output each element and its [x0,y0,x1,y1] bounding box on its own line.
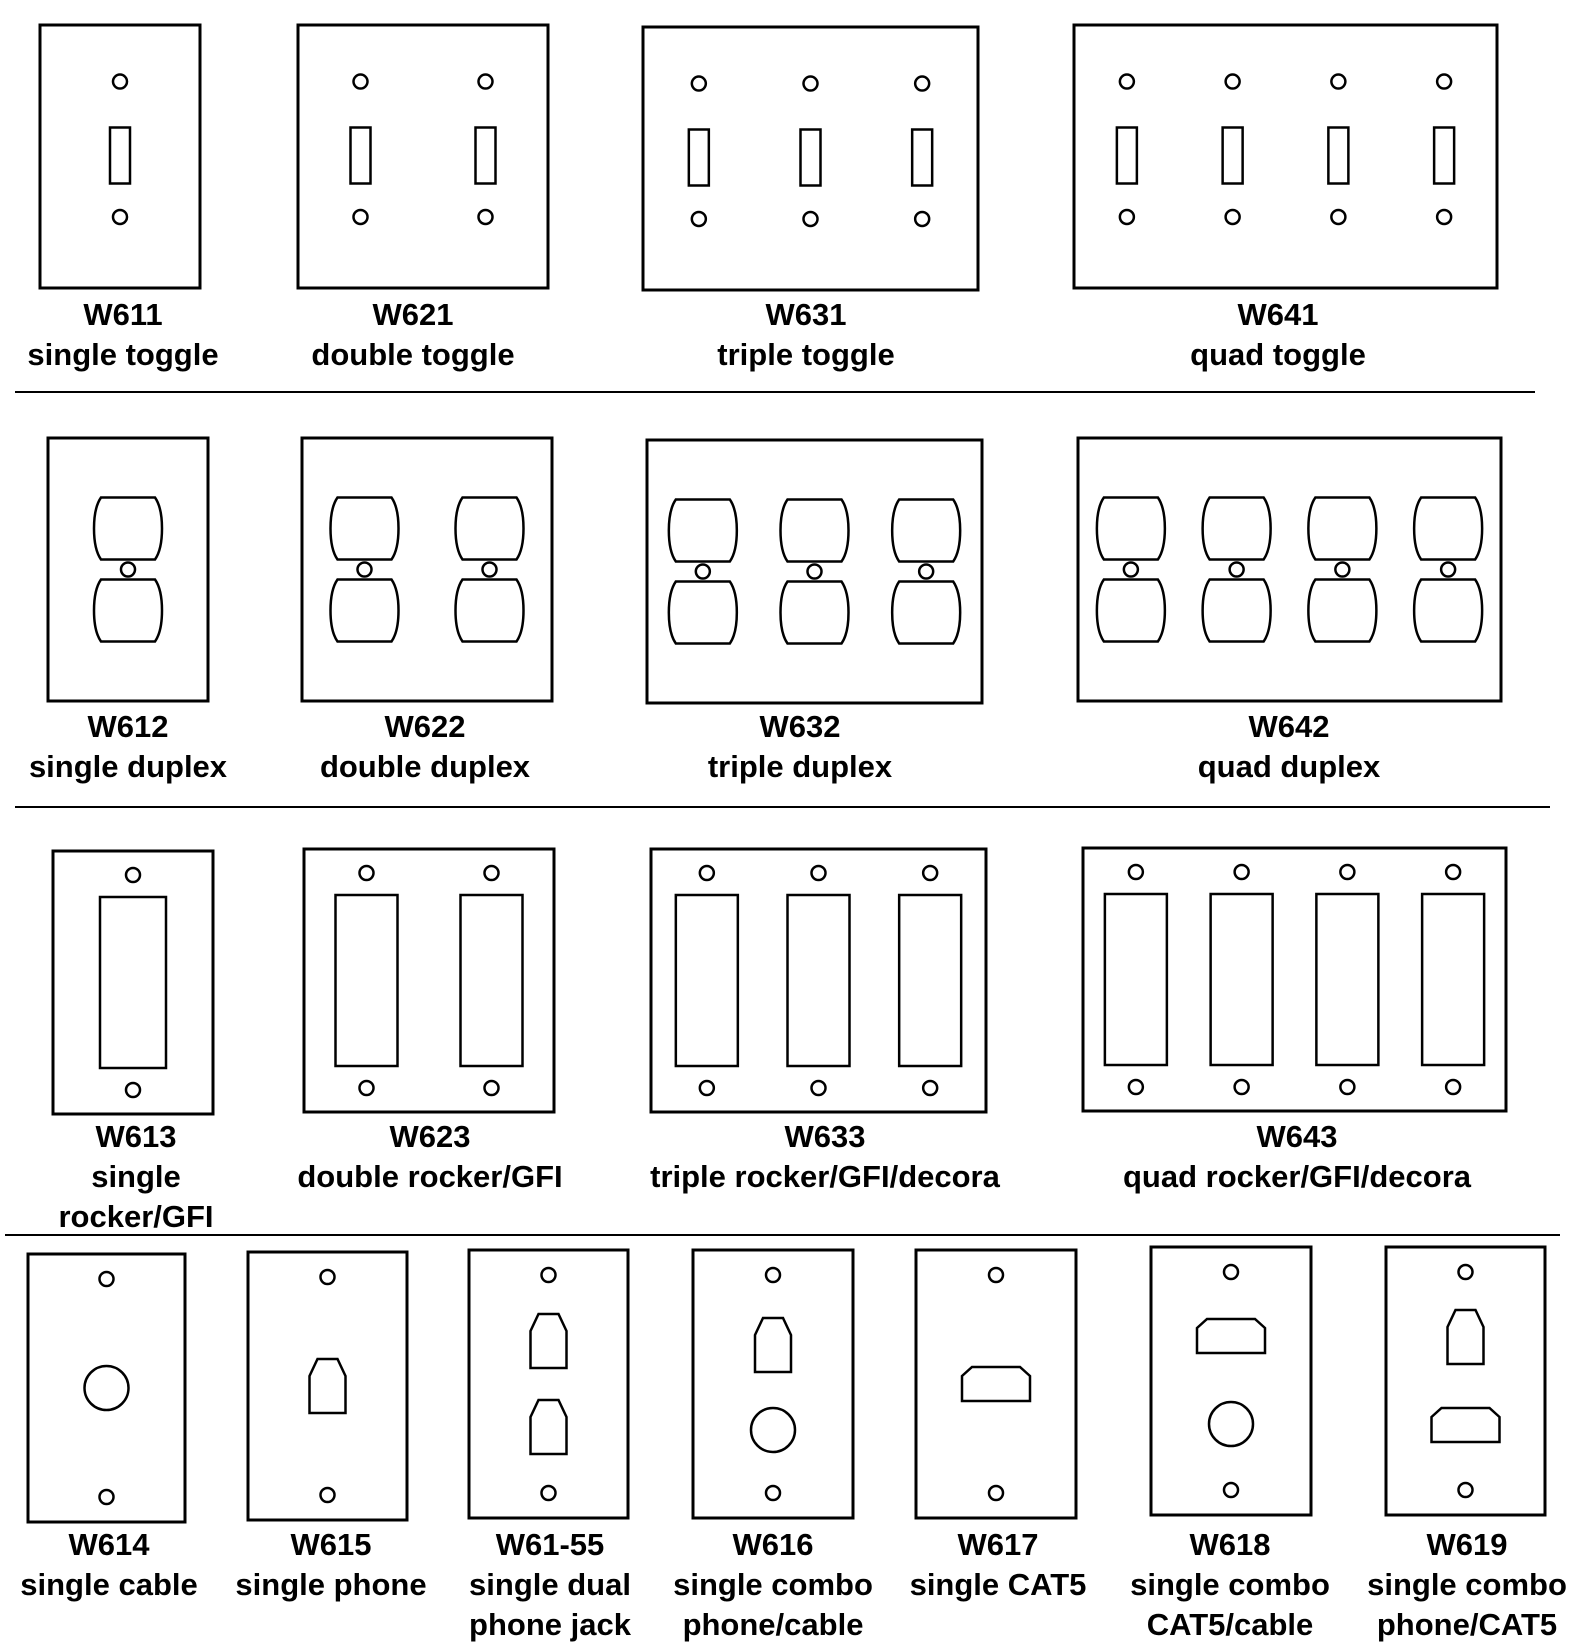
screw-hole [1340,1080,1354,1094]
outlet-receptacle [1097,580,1165,642]
screw-hole [485,1081,499,1095]
plate-code: W631 [765,297,847,332]
outlet-receptacle [1203,580,1271,642]
toggle-slot [912,130,932,186]
plate-outline [1151,1247,1311,1515]
plate-code: W633 [784,1119,866,1154]
outlet-receptacle [669,500,737,562]
plate-code: W641 [1237,297,1319,332]
phone-jack-opening [1448,1310,1484,1364]
wall-plate-w612 [48,438,208,701]
screw-hole [766,1268,780,1282]
screw-hole [692,212,706,226]
wall-plate-w619 [1386,1247,1545,1515]
screw-hole [479,210,493,224]
cat5-jack-opening [1432,1408,1500,1442]
screw-hole [1129,1080,1143,1094]
plate-description: CAT5/cable [1146,1607,1314,1642]
outlet-receptacle [94,498,162,560]
plate-description: phone/cable [682,1607,864,1642]
rocker-opening [461,895,523,1066]
screw-hole [808,565,822,579]
screw-hole [483,563,497,577]
screw-hole [100,1272,114,1286]
plate-description: quad toggle [1190,337,1366,372]
screw-hole [1331,75,1345,89]
wall-plate-w632 [647,440,982,703]
plate-description: single CAT5 [909,1567,1087,1602]
plate-description: triple toggle [717,337,895,372]
screw-hole [1230,563,1244,577]
plate-description: double toggle [311,337,515,372]
screw-hole [919,565,933,579]
plate-description: single toggle [27,337,219,372]
screw-hole [358,563,372,577]
coax-cable-hole [1209,1402,1253,1446]
rocker-opening [1316,894,1378,1065]
outlet-receptacle [1414,498,1482,560]
screw-hole [812,866,826,880]
outlet-receptacle [331,498,399,560]
toggle-slot [801,130,821,186]
screw-hole [126,868,140,882]
coax-cable-hole [85,1366,129,1410]
screw-hole [804,77,818,91]
screw-hole [126,1083,140,1097]
wall-plate-w622 [302,438,552,701]
screw-hole [354,210,368,224]
plate-description: double duplex [319,749,531,784]
toggle-slot [1223,128,1243,184]
plate-code: W642 [1248,709,1330,744]
plate-code: W616 [732,1527,814,1562]
screw-hole [766,1486,780,1500]
plate-label [625,1117,1025,1197]
screw-hole [812,1081,826,1095]
wall-plate-w618 [1151,1247,1311,1515]
toggle-slot [110,128,130,184]
wall-plate-w617 [916,1250,1076,1518]
plate-code: W643 [1256,1119,1338,1154]
screw-hole [485,866,499,880]
screw-hole [696,565,710,579]
outlet-receptacle [456,580,524,642]
outlet-receptacle [94,580,162,642]
plate-description: quad rocker/GFI/decora [1123,1159,1471,1194]
screw-hole [121,563,135,577]
plate-outline [1078,438,1501,701]
screw-hole [1235,865,1249,879]
plate-description: single combo [1367,1567,1567,1602]
wall-plate-w641 [1074,25,1497,288]
screw-hole [1446,865,1460,879]
screw-hole [692,77,706,91]
plate-code: W61-55 [495,1527,605,1562]
screw-hole [1129,865,1143,879]
plate-code: W618 [1189,1527,1271,1562]
screw-hole [804,212,818,226]
screw-hole [1441,563,1455,577]
wall-plate-w616 [693,1250,853,1518]
outlet-receptacle [1097,498,1165,560]
wall-plate-w621 [298,25,548,288]
wall-plate-w642 [1078,438,1501,701]
wall-plate-w614 [28,1254,185,1522]
plate-label [1089,707,1489,787]
toggle-slot [1117,128,1137,184]
plate-code: W623 [389,1119,471,1154]
plate-description: triple rocker/GFI/decora [650,1159,1000,1194]
screw-hole [1226,210,1240,224]
screw-hole [1437,75,1451,89]
screw-hole [915,77,929,91]
plate-code: W615 [290,1527,372,1562]
outlet-receptacle [456,498,524,560]
screw-hole [1335,563,1349,577]
wall-plate-w623 [304,849,554,1112]
screw-hole [1437,210,1451,224]
plate-outline [302,438,552,701]
plate-description: double rocker/GFI [297,1159,563,1194]
plate-outline [1386,1247,1545,1515]
plate-label [1078,295,1478,375]
outlet-receptacle [892,500,960,562]
screw-hole [113,210,127,224]
rocker-opening [899,895,961,1066]
outlet-receptacle [331,580,399,642]
plate-code: W621 [372,297,454,332]
plate-label [225,707,625,787]
toggle-slot [351,128,371,184]
plate-description: triple duplex [707,749,893,784]
plate-description: single cable [20,1567,198,1602]
screw-hole [321,1488,335,1502]
plate-label [600,707,1000,787]
phone-jack-opening [310,1359,346,1413]
outlet-receptacle [781,582,849,644]
screw-hole [923,1081,937,1095]
plate-code: W613 [95,1119,177,1154]
screw-hole [100,1490,114,1504]
plate-label [1097,1117,1497,1197]
plate-code: W611 [83,297,163,332]
plate-code: W622 [384,709,466,744]
toggle-slot [689,130,709,186]
screw-hole [1224,1265,1238,1279]
screw-hole [700,1081,714,1095]
toggle-slot [1434,128,1454,184]
screw-hole [700,866,714,880]
plate-label [606,295,1006,375]
outlet-receptacle [1414,580,1482,642]
cat5-jack-opening [1197,1319,1265,1353]
rocker-opening [100,897,166,1068]
wall-plate-w643 [1083,848,1506,1111]
plate-description: quad duplex [1197,749,1381,784]
screw-hole [1459,1265,1473,1279]
screw-hole [989,1486,1003,1500]
plate-code: W619 [1426,1527,1508,1562]
screw-hole [354,75,368,89]
screw-hole [360,1081,374,1095]
screw-hole [321,1270,335,1284]
screw-hole [479,75,493,89]
screw-hole [1120,75,1134,89]
screw-hole [1446,1080,1460,1094]
toggle-slot [476,128,496,184]
outlet-receptacle [669,582,737,644]
plate-code: W612 [87,709,169,744]
wall-plate-w631 [643,27,978,290]
screw-hole [1235,1080,1249,1094]
wall-plate-w611 [40,25,200,288]
plate-description: single phone [235,1567,427,1602]
plate-description: phone/CAT5 [1376,1607,1558,1642]
rocker-opening [336,895,398,1066]
screw-hole [542,1268,556,1282]
plate-code: W632 [759,709,841,744]
plate-description: single dual [469,1567,631,1602]
screw-hole [1120,210,1134,224]
plate-description: phone jack [469,1607,631,1642]
screw-hole [542,1486,556,1500]
plate-description: single combo [673,1567,873,1602]
rocker-opening [1105,894,1167,1065]
plate-description: rocker/GFI [58,1199,214,1234]
wall-plate-w613 [53,851,213,1114]
wall-plate-w61-55 [469,1250,628,1518]
coax-cable-hole [751,1408,795,1452]
screw-hole [1124,563,1138,577]
wall-plate-w615 [248,1252,407,1520]
cat5-jack-opening [962,1367,1030,1401]
screw-hole [923,866,937,880]
rocker-opening [676,895,738,1066]
outlet-receptacle [892,582,960,644]
plate-outline [469,1250,628,1518]
rocker-opening [1211,894,1273,1065]
screw-hole [989,1268,1003,1282]
phone-jack-opening [531,1314,567,1368]
plate-code: W614 [68,1527,150,1562]
phone-jack-opening [755,1318,791,1372]
phone-jack-opening [531,1400,567,1454]
plate-label [1267,1525,1588,1645]
outlet-receptacle [1203,498,1271,560]
plate-outline [298,25,548,288]
plate-description: single combo [1130,1567,1330,1602]
screw-hole [360,866,374,880]
screw-hole [915,212,929,226]
plate-code: W617 [957,1527,1039,1562]
screw-hole [1459,1483,1473,1497]
toggle-slot [1328,128,1348,184]
screw-hole [1226,75,1240,89]
plate-description: single duplex [28,749,228,784]
plate-label [213,295,613,375]
screw-hole [113,75,127,89]
plate-label [230,1117,630,1197]
screw-hole [1331,210,1345,224]
outlet-receptacle [1308,580,1376,642]
outlet-receptacle [781,500,849,562]
plate-description: single [91,1159,181,1194]
rocker-opening [788,895,850,1066]
wall-plate-w633 [651,849,986,1112]
screw-hole [1224,1483,1238,1497]
rocker-opening [1422,894,1484,1065]
screw-hole [1340,865,1354,879]
plate-outline [693,1250,853,1518]
outlet-receptacle [1308,498,1376,560]
